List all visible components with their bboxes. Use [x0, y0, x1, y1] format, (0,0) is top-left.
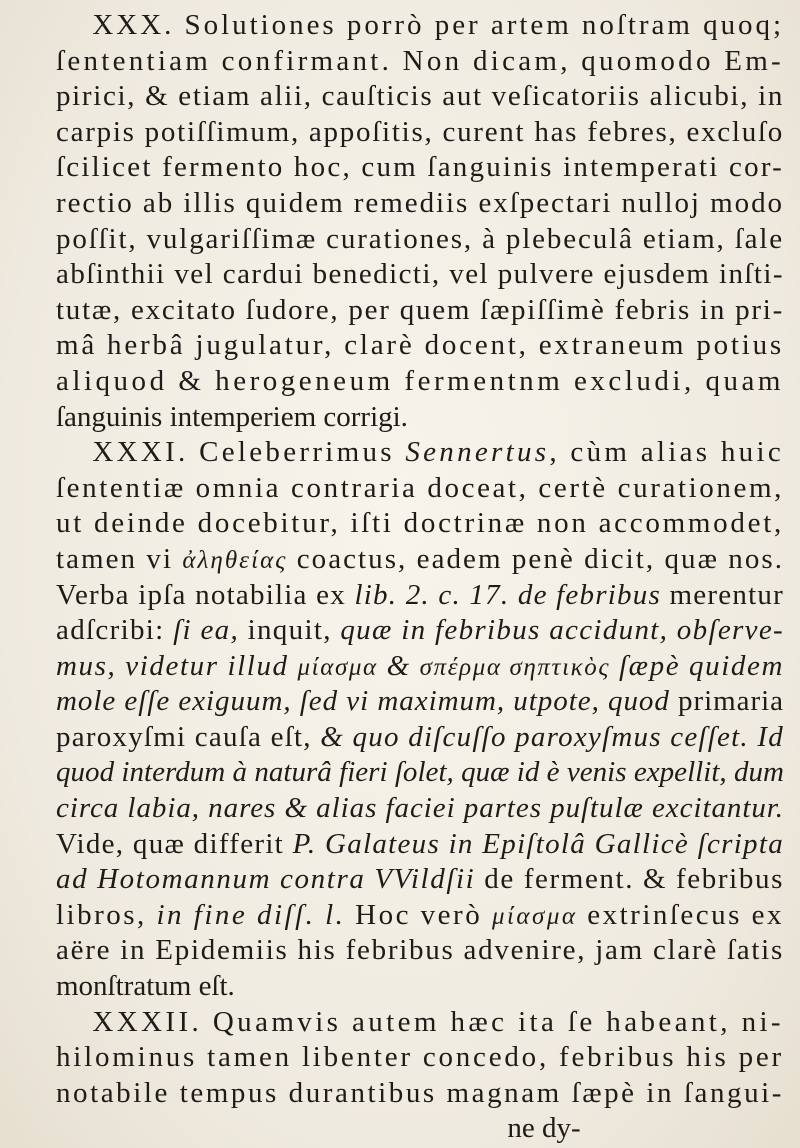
text-line-content: [56, 257, 784, 293]
text-segment: ut deinde docebitur, iſti doctrinæ non accommodet,: [56, 507, 784, 540]
text-line: [56, 1040, 784, 1076]
text-segment: pirici, & etiam alii, cauſticis aut veſicatoriis alicubi, in: [56, 80, 784, 113]
text-segment: XXXI. Celeberrimus: [92, 436, 406, 469]
text-line: [56, 613, 784, 649]
text-segment: notabile tempus durantibus magnam ſæpè in ſangui-: [56, 1076, 784, 1109]
text-segment: de ferment. & febribus: [475, 863, 784, 896]
text-line: [56, 578, 784, 614]
text-line-content: [56, 791, 784, 827]
italic-text: &: [377, 649, 420, 682]
text-segment: ſententiæ omnia contraria doceat, certè curationem,: [56, 471, 784, 504]
text-segment: abſinthii vel cardui benedicti, vel pulvere ejusdem inſti-: [56, 258, 784, 291]
text-line: [56, 79, 784, 115]
text-segment: Vide, quæ differit: [56, 827, 293, 860]
text-line-content: [56, 186, 784, 222]
text-segment: merentur: [661, 578, 784, 611]
italic-text: ad Hotomannum contra VVildſii: [56, 863, 476, 896]
text-line-content: [56, 578, 784, 614]
text-line-content: [56, 150, 784, 186]
text-segment: ſanguinis intemperiem corrigi.: [56, 400, 408, 433]
text-line-content: [56, 933, 784, 969]
text-line: [56, 898, 784, 934]
text-segment: extrinſecus ex: [577, 898, 784, 931]
greek-word: ἀληθείας: [182, 546, 288, 574]
italic-text: mole eſſe exiguum, ſed vi maximum, utpote, quod: [56, 685, 670, 718]
text-line: [56, 328, 784, 364]
text-line: [56, 1076, 784, 1112]
text-line: [56, 435, 784, 471]
text-segment: coactus, eadem penè dicit, quæ nos.: [287, 542, 784, 575]
text-segment: ſententiam confirmant. Non dicam, quomodo Em-: [56, 44, 784, 77]
greek-word: μίασμα: [491, 902, 578, 930]
text-line: [56, 862, 784, 898]
text-line: [56, 186, 784, 222]
italic-text: in fine diſſ. l.: [156, 898, 346, 931]
text-segment: poſſit, vulgariſſimæ curationes, à plebeculâ etiam, ſale: [56, 222, 784, 255]
text-line-content: [56, 755, 784, 791]
text-segment: , cùm alias huic: [549, 436, 784, 469]
text-line: [56, 293, 784, 329]
italic-text: mus, videtur illud: [56, 649, 298, 682]
text-segment: mâ herbâ jugulatur, clarè docent, extraneum potius: [56, 329, 784, 362]
text-segment: aliquod & herogeneum fermentnm excludi, quam: [56, 364, 784, 397]
italic-text: circa labia, nares & alias faciei partes puſtulæ excitantur.: [56, 792, 784, 825]
text-line-content: [56, 506, 784, 542]
text-line: [56, 8, 784, 44]
greek-word: μίασμα: [297, 653, 378, 681]
text-segment: Verba ipſa notabilia ex: [56, 578, 355, 611]
greek-word: σπέρμα σηπτικὸς: [419, 653, 611, 681]
text-line-content: [92, 435, 784, 471]
text-line: [56, 222, 784, 258]
text-line: [56, 471, 784, 507]
text-line-content: [56, 684, 784, 720]
text-segment: tutæ, excitato ſudore, per quem ſæpiſſimè febris in pri-: [56, 293, 784, 326]
text-segment: ſcilicet fermento hoc, cum ſanguinis intemperati cor-: [56, 151, 784, 184]
text-segment: monſtratum eſt.: [56, 970, 235, 1003]
italic-text: Sennertus: [405, 436, 550, 469]
text-segment: libros,: [56, 898, 157, 931]
text-line: [56, 364, 784, 400]
italic-text: lib. 2. c. 17. de febribus: [354, 578, 662, 611]
text-line: [56, 1005, 784, 1041]
text-segment: adſcribi:: [56, 614, 174, 647]
text-line-content: [56, 1076, 784, 1112]
text-line-content: [56, 969, 235, 1005]
text-segment: inquit,: [239, 614, 341, 647]
text-line-content: [56, 827, 784, 863]
text-segment: tamen vi: [56, 542, 183, 575]
text-line-content: [56, 542, 784, 578]
text-segment: Hoc verò: [345, 898, 492, 931]
text-line: [56, 827, 784, 863]
italic-text: P. Galateus in Epiſtolâ Gallicè ſcripta: [292, 827, 784, 860]
text-line-content: [56, 328, 784, 364]
text-line-content: [56, 44, 784, 80]
text-line-content: [56, 613, 784, 649]
text-line: [56, 257, 784, 293]
text-line-content: [56, 400, 408, 436]
text-line-content: [56, 293, 784, 329]
text-line-content: [56, 471, 784, 507]
text-line-content: [56, 649, 784, 685]
italic-text: & quo diſcuſſo paroxyſmus ceſſet. Id: [320, 720, 784, 753]
text-segment: ne dy-: [507, 1112, 581, 1145]
text-line-content: [56, 79, 784, 115]
text-segment: primaria: [669, 685, 784, 718]
text-line-content: [56, 862, 784, 898]
text-line-content: [56, 1040, 784, 1076]
text-line: [56, 44, 784, 80]
text-line: [56, 791, 784, 827]
text-segment: XXXII. Quamvis autem hæc ita ſe habeant, ni-: [92, 1005, 784, 1038]
page-text-block: [56, 8, 784, 1147]
text-line: [56, 969, 784, 1005]
text-segment: hilominus tamen libenter concedo, febribus his per: [56, 1041, 784, 1074]
text-line-content: [56, 898, 784, 934]
text-segment: XXX. Solutiones porrò per artem noſtram quoq;: [92, 9, 784, 41]
text-line: [56, 1111, 784, 1147]
text-segment: aëre in Epidemiis his febribus advenire, jam clarè ſatis: [56, 934, 784, 967]
text-line-content: [56, 222, 784, 258]
italic-text: quod interdum à naturâ fieri ſolet, quæ id è venis expellit, dum: [56, 756, 784, 789]
text-line: [56, 720, 784, 756]
text-segment: paroxyſmi cauſa eſt,: [56, 720, 321, 753]
text-line-content: [56, 364, 784, 400]
text-line: [56, 150, 784, 186]
text-line: [56, 506, 784, 542]
text-line: [56, 755, 784, 791]
text-segment: rectio ab illis quidem remediis exſpectari nulloj modo: [56, 186, 784, 219]
text-line: [56, 400, 784, 436]
text-line-content: [92, 1005, 784, 1041]
text-line-content: [56, 720, 784, 756]
italic-text: ſæpè quidem: [610, 649, 784, 682]
text-line: [56, 649, 784, 685]
text-line: [56, 933, 784, 969]
text-line-content: [507, 1111, 580, 1147]
text-line-content: [92, 8, 784, 44]
text-line: [56, 542, 784, 578]
text-line: [56, 115, 784, 151]
italic-text: quæ in febribus accidunt, obſerve-: [340, 614, 784, 647]
text-line-content: [56, 115, 784, 151]
text-line: [56, 684, 784, 720]
text-segment: carpis potiſſimum, appoſitis, curent has febres, excluſo: [56, 115, 784, 148]
italic-text: ſi ea,: [173, 614, 240, 647]
